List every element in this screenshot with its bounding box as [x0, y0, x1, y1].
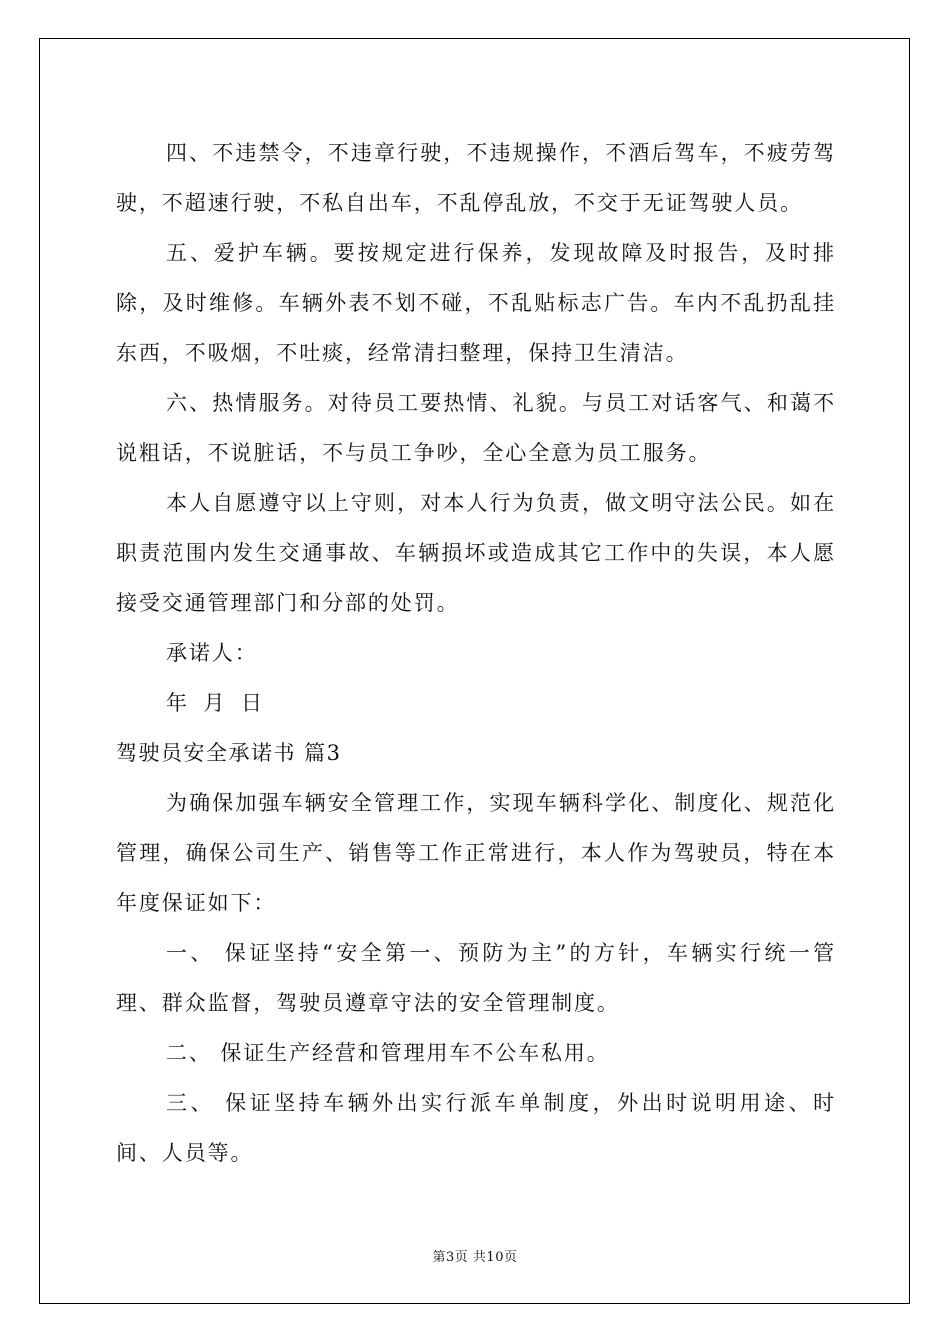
date-line: 年 月 日	[166, 691, 264, 715]
paragraph-guarantee-1: 一、 保证坚持“安全第一、预防为主”的方针，车辆实行统一管理、群众监督，驾驶员遵章守法的安全管理制度。	[116, 941, 836, 1015]
paragraph-commitment: 本人自愿遵守以上守则，对本人行为负责，做文明守法公民。如在职责范围内发生交通事故、车辆损坏或造成其它工作中的失误，本人愿接受交通管理部门和分部的处罚。	[116, 491, 836, 615]
promisor-label: 承诺人：	[166, 641, 258, 665]
page-number-footer: 第3页 共10页	[432, 1250, 518, 1265]
section-title: 驾驶员安全承诺书 篇3	[116, 741, 342, 765]
paragraph-intro: 为确保加强车辆安全管理工作，实现车辆科学化、制度化、规范化管理，确保公司生产、销售等工作正常进行，本人作为驾驶员，特在本年度保证如下：	[116, 791, 836, 915]
paragraph-guarantee-2: 二、 保证生产经营和管理用车不公车私用。	[166, 1041, 610, 1065]
paragraph-rule-6: 六、热情服务。对待员工要热情、礼貌。与员工对话客气、和蔼不说粗话，不说脏话，不与员工争吵，全心全意为员工服务。	[116, 391, 836, 465]
paragraph-rule-4: 四、不违禁令，不违章行驶，不违规操作，不酒后驾车，不疲劳驾驶，不超速行驶，不私自出车，不乱停乱放，不交于无证驾驶人员。	[116, 141, 836, 215]
paragraph-rule-5: 五、爱护车辆。要按规定进行保养，发现故障及时报告，及时排除，及时维修。车辆外表不划不碰，不乱贴标志广告。车内不乱扔乱挂东西，不吸烟，不吐痰，经常清扫整理，保持卫生清洁。	[116, 241, 836, 365]
paragraph-guarantee-3: 三、 保证坚持车辆外出实行派车单制度，外出时说明用途、时间、人员等。	[116, 1091, 836, 1165]
document-body	[116, 128, 836, 1178]
